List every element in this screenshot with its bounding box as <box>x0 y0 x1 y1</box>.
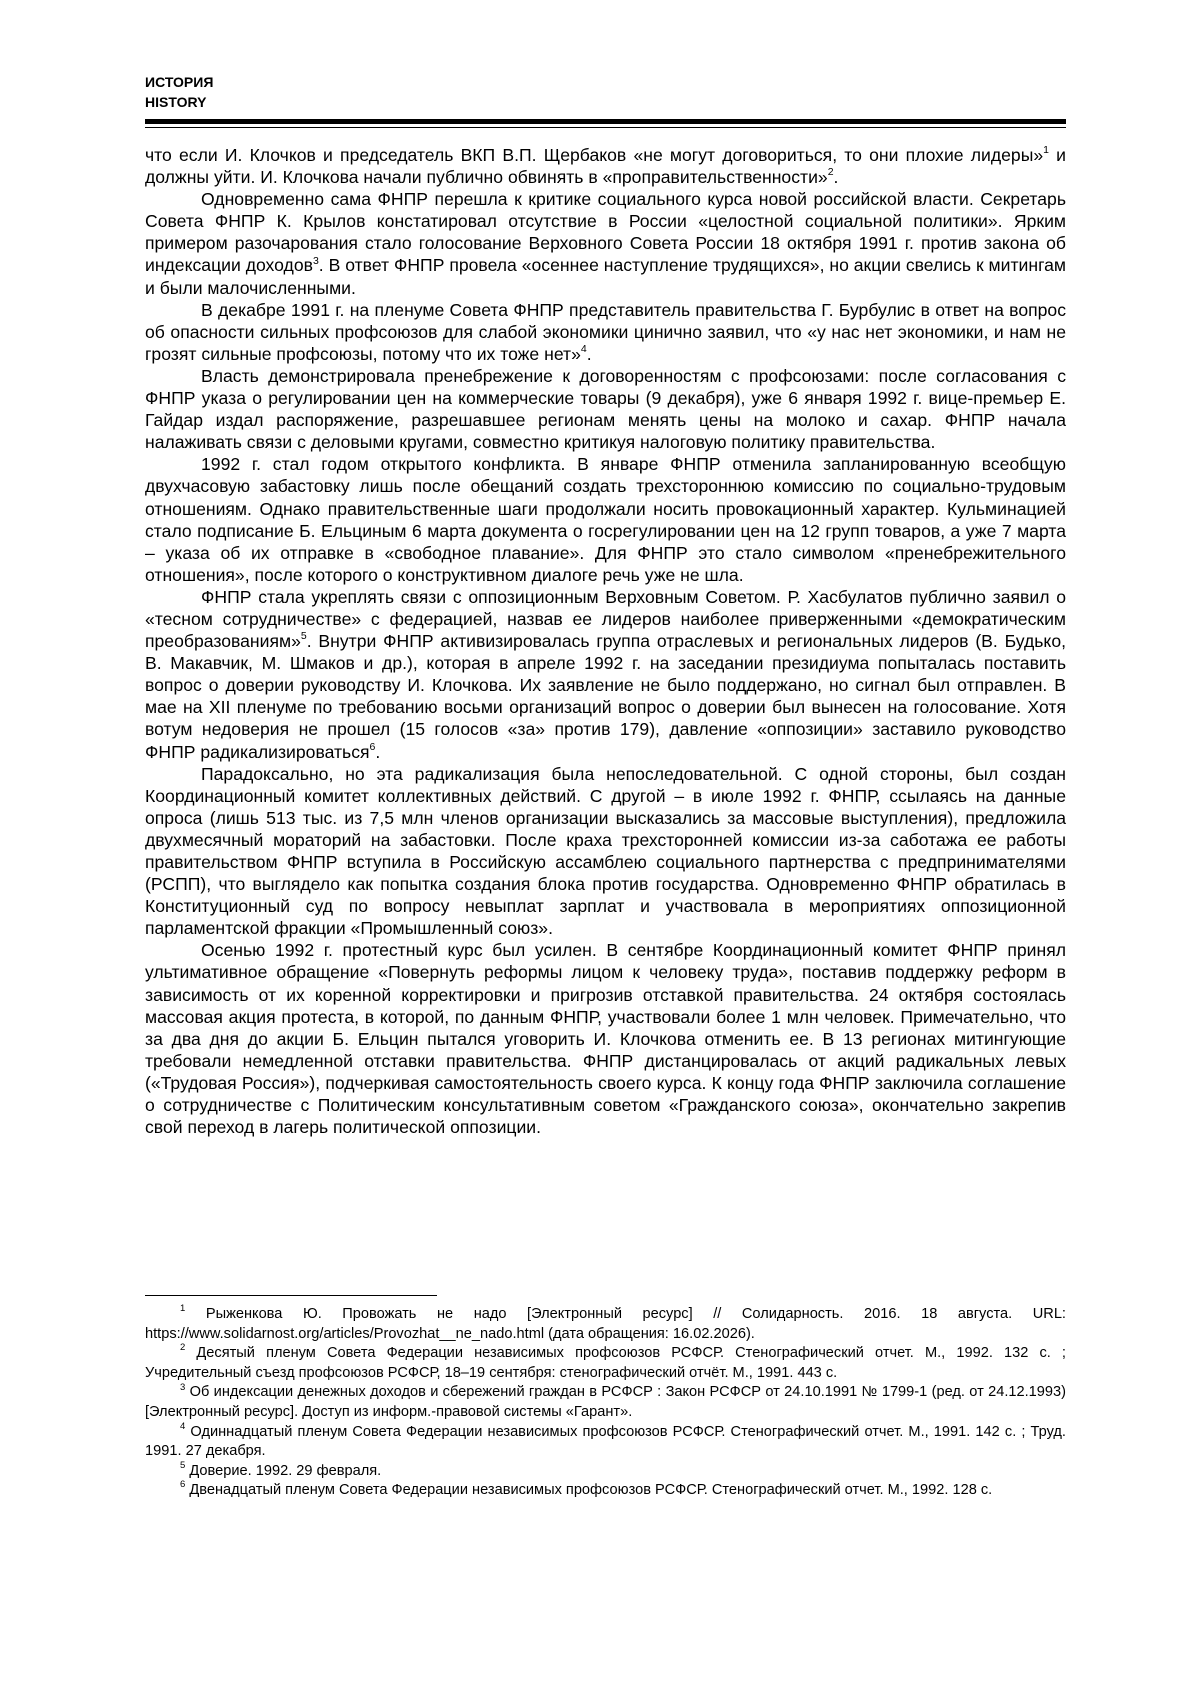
footnote-text: Десятый пленум Совета Федерации независимых профсоюзов РСФСР. Стенографический отчет. М., 1992. 132 с. ; Учредительный съезд профсоюзов РСФСР, 18–19 сентября: стенографический отчёт. М., 1991. 443 с. <box>145 1345 1066 1381</box>
paragraph-text: ФНПР стала укреплять связи с оппозиционным Верховным Советом. Р. Хасбулатов публично заявил о «тесном сотрудничестве» с федерацией, назвав ее лидеров наиболее приверженными «демократическим преобразованиям» <box>145 586 1066 652</box>
footnote-ref: 2 <box>827 166 834 179</box>
paragraph-text: Осенью 1992 г. протестный курс был усилен. В сентябре Координационный комитет ФНПР принял ультимативное обращение «Повернуть реформы лицом к человеку труда», поставив поддержку реформ в зависимость от их коренной корректировки и пригрозив отставкой правительства. 24 октября состоялась массовая акция протеста, в которой, по данным ФНПР, участвовали более 1 млн человек. Примечательно, что за два дня до акции Б. Ельцин пытался уговорить И. Клочкова отменить ее. В 13 регионах митингующие требовали немедленной отставки правительства. ФНПР дистанцировалась от акций радикальных левых («Трудовая Россия»), подчеркивая самостоятельность своего курса. К концу года ФНПР заключила соглашение о сотрудничестве с Политическим консультативным советом «Гражданского союза», окончательно закрепив свой переход в лагерь политической оппозиции. <box>145 940 1066 1138</box>
paragraph <box>145 586 1066 763</box>
footnote <box>145 1420 1066 1462</box>
paragraph-text: что если И. Клочков и председатель ВКП В.П. Щербаков «не могут договориться, то они плохие лидеры» <box>145 145 1044 165</box>
paragraph-text: В декабре 1991 г. на пленуме Совета ФНПР представитель правительства Г. Бурбулис в ответ на вопрос об опасности сильных профсоюзов для слабой экономики цинично заявил, что «у нас нет экономики, и нам не грозят сильные профсоюзы, потому что их тоже нет» <box>145 299 1066 364</box>
footnote-number: 1 <box>180 1303 186 1315</box>
footnote-number: 6 <box>180 1479 186 1491</box>
footnote <box>145 1481 1066 1501</box>
footnote-ref: 1 <box>1043 144 1049 157</box>
article-body <box>145 144 1066 1138</box>
paragraph <box>145 188 1066 298</box>
footnote-ref: 6 <box>369 740 376 753</box>
paragraph-text: . В ответ ФНПР провела «осеннее наступление трудящихся», но акции свелись к митингам и были малочисленными. <box>145 255 1066 298</box>
paragraph <box>145 939 1066 1138</box>
header-rule-thin <box>145 127 1066 128</box>
footnote <box>145 1344 1066 1383</box>
footnote-text: Одиннадцатый пленум Совета Федерации независимых профсоюзов РСФСР. Стенографический отчет. М., 1991. 142 с. ; Труд. 1991. 27 декабря. <box>145 1423 1066 1460</box>
section-title-ru: ИСТОРИЯ <box>145 74 214 90</box>
footnote-ref: 4 <box>580 342 587 355</box>
footnote <box>145 1305 1066 1344</box>
footnote-number: 4 <box>180 1420 186 1432</box>
paragraph <box>145 763 1066 940</box>
footnote <box>145 1383 1066 1422</box>
paragraph <box>145 453 1066 586</box>
paragraph-text: Власть демонстрировала пренебрежение к договоренностям с профсоюзами: после согласования с ФНПР указа о регулировании цен на коммерческие товары (9 декабря), уже 6 января 1992 г. вице-премьер Е. Гайдар издал распоряжение, разрешавшее регионам менять цены на молоко и сахар. ФНПР начала налаживать связи с деловыми кругами, совместно критикуя налоговую политику правительства. <box>145 365 1066 453</box>
footnote-number: 5 <box>180 1459 186 1471</box>
paragraph-text: Одновременно сама ФНПР перешла к критике социального курса новой российской власти. Секретарь Совета ФНПР К. Крылов констатировал отсутствие в России «целостной социальной политики». Ярким примером разочарования стало голосование Верховного Совета России 18 октября 1991 г. против закона об индексации доходов <box>145 189 1066 276</box>
footnote-text: Двенадцатый пленум Совета Федерации независимых профсоюзов РСФСР. Стенографический отчет. М., 1992. 128 с. <box>189 1482 993 1499</box>
paragraph-text: . <box>586 343 592 364</box>
footnote-text: Рыженкова Ю. Провожать не надо [Электронный ресурс] // Солидарность. 2016. 18 августа. URL: https://www.solidarnost.org/articles/Provozhat__ne_nado.html (дата обращения: 16.02.2026). <box>145 1306 1066 1342</box>
paragraph-text: и должны уйти. И. Клочкова начали публично обвинять в «проправительственности» <box>145 145 1066 188</box>
footnote <box>145 1459 1066 1482</box>
paragraph-text: Парадоксально, но эта радикализация была непоследовательной. С одной стороны, был создан Координационный комитет коллективных действий. С другой – в июле 1992 г. ФНПР, ссылаясь на данные опроса (лишь 513 тыс. из 7,5 млн членов организации высказались за массовые выступления), предложила двухмесячный мораторий на забастовки. После краха трехсторонней комиссии из-за саботажа ее работы правительством ФНПР вступила в Российскую ассамблею социального партнерства с предпринимателями (РСПП), что выглядело как попытка создания блока против государства. Одновременно ФНПР обратилась в Конституционный суд по вопросу невыплат зарплат и участвовала в мероприятиях оппозиционной парламентской фракции «Промышленный союз». <box>145 763 1066 939</box>
header-rule-thick <box>145 119 1066 124</box>
footnote-number: 3 <box>180 1381 186 1393</box>
paragraph-text: . Внутри ФНПР активизировалась группа отраслевых и региональных лидеров (В. Будько, В. Макавчик, М. Шмаков и др.), которая в апреле 1992 г. на заседании президиума попыталась поставить вопрос о доверии руководству И. Клочкова. Их заявление не было поддержано, но сигнал был отправлен. В мае на XII пленуме по требованию восьми организаций вопрос о доверии был вынесен на голосование. Хотя вотум недоверия не прошел (15 голосов «за» против 179), давление «оппозиции» заставило руководство ФНПР радикализироваться <box>145 631 1066 762</box>
paragraph-text: 1992 г. стал годом открытого конфликта. В январе ФНПР отменила запланированную всеобщую двухчасовую забастовку лишь после обещаний создать трехстороннюю комиссию по социально-трудовым отношениям. Однако правительственные шаги продолжали носить провокационный характер. Кульминацией стало подписание Б. Ельциным 6 марта документа о госрегулировании цен на 12 групп товаров, а уже 7 марта – указа об их отправке в «свободное плавание». Для ФНПР это стало символом «пренебрежительного отношения», после которого о конструктивном диалоге речь уже не шла. <box>145 454 1066 585</box>
footnote-ref: 5 <box>300 630 307 643</box>
footnote-number: 2 <box>180 1342 186 1354</box>
footnotes <box>145 1305 1066 1501</box>
paragraph <box>145 144 1066 188</box>
section-title-en: HISTORY <box>145 94 207 110</box>
running-header <box>145 72 213 112</box>
paragraph-text: . <box>833 167 839 188</box>
footnote-ref: 3 <box>312 254 319 267</box>
paragraph-text: . <box>375 741 381 762</box>
footnote-separator <box>145 1295 437 1296</box>
footnote-text: Об индексации денежных доходов и сбережений граждан в РСФСР : Закон РСФСР от 24.10.1991 № 1799-1 (ред. от 24.12.1993) [Электронный ресурс]. Доступ из информ.-правовой системы «Гарант». <box>145 1384 1066 1420</box>
footnote-text: Доверие. 1992. 29 февраля. <box>189 1462 382 1479</box>
paragraph <box>145 365 1066 453</box>
paragraph <box>145 299 1066 365</box>
